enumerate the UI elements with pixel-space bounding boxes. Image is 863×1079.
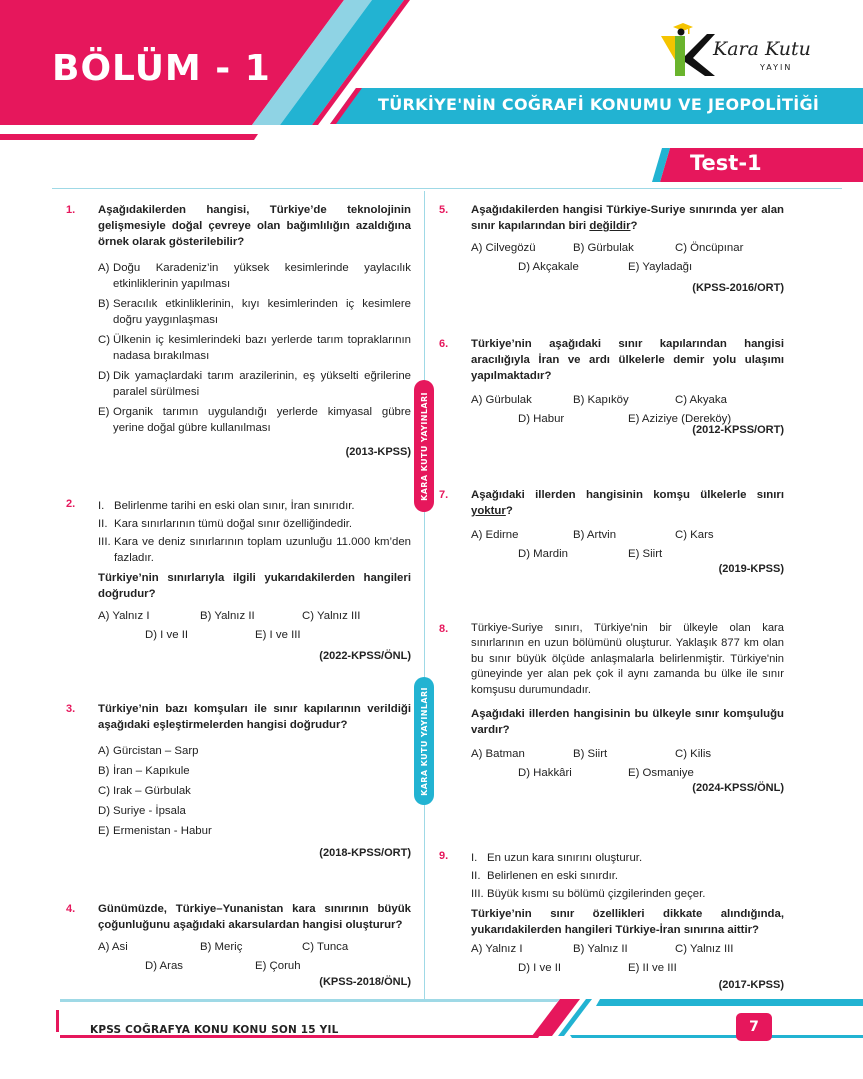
question-6 xyxy=(439,336,784,438)
question-source: (2012-KPSS/ORT) xyxy=(692,424,784,436)
answer-option-b[interactable]: B) Meriç xyxy=(200,941,243,953)
answer-option-e[interactable]: E) II ve III xyxy=(628,962,677,974)
question-source: (KPSS-2018/ÖNL) xyxy=(319,976,411,988)
answer-option-a[interactable]: A) Yalnız I xyxy=(471,943,523,955)
question-number: 6. xyxy=(439,338,449,350)
question-source: (2018-KPSS/ORT) xyxy=(319,847,411,859)
answer-option-a[interactable]: A) Gürcistan – Sarp xyxy=(98,745,199,757)
answer-option-b[interactable]: B) Siirt xyxy=(573,748,608,761)
question-2 xyxy=(66,496,411,664)
answer-options xyxy=(98,608,411,646)
answer-options xyxy=(471,240,784,278)
question-stem: Aşağıdakilerden hangisi, Türkiye’de teknolojinin gelişmesiyle doğal çevreye olan bağımlılığın azaldığına örnek olarak gösterilebilir? xyxy=(98,204,411,248)
question-7 xyxy=(439,487,784,577)
statement-2: II. Belirlenen en eski sınırdır. xyxy=(471,870,619,882)
answer-option-c[interactable]: C) Öncüpınar xyxy=(675,242,744,254)
answer-options xyxy=(471,392,784,430)
question-source: (2024-KPSS/ÖNL) xyxy=(692,782,784,795)
page-number: 7 xyxy=(736,1013,772,1041)
answer-options xyxy=(471,746,784,784)
question-4 xyxy=(66,901,411,990)
answer-option-e[interactable]: E) Organik tarımın uygulandığı yerlerde kimyasal gübre yerine doğal gübre kullanılması xyxy=(98,406,411,434)
question-passage: Türkiye-Suriye sınırı, Türkiye'nin bir ülkeyle olan kara sınırlarının en uzun bölümünü oluşturur. Yaklaşık 877 km olan bu sınır büyük ölçüde anlaşmalarla belirlenmiştir. Türkiye'nin güneyinde yer alan pek çok il aynı zamanda bu ülke ile sınır komşusu durumundadır. xyxy=(471,622,784,696)
answer-options xyxy=(471,527,784,565)
answer-option-d[interactable]: D) Aras xyxy=(145,960,183,972)
answer-option-d[interactable]: D) Dik yamaçlardaki tarım arazilerinin, eş yükselti eğrilerine paralel sürülmesi xyxy=(98,370,411,398)
statement-1: I. Belirlenme tarihi en eski olan sınır, İran sınırıdır. xyxy=(98,500,355,512)
column-divider xyxy=(424,191,425,1001)
question-stem: Türkiye’nin bazı komşuları ile sınır kapılarının verildiği aşağıdaki eşleştirmelerden hangisi doğrudur? xyxy=(98,703,411,731)
answer-option-a[interactable]: A) Asi xyxy=(98,941,128,953)
answer-options xyxy=(471,941,784,979)
side-badge-publisher: KARA KUTU YAYINLARI xyxy=(414,380,434,512)
answer-option-c[interactable]: C) Yalnız III xyxy=(675,943,734,955)
answer-option-c[interactable]: C) Ülkenin iç kesimlerindeki bazı yerlerde tarım topraklarının nadasa bırakılması xyxy=(98,334,411,362)
answer-option-a[interactable]: A) Edirne xyxy=(471,529,519,541)
answer-option-c[interactable]: C) Tunca xyxy=(302,941,349,953)
answer-option-a[interactable]: A) Cilvegözü xyxy=(471,242,536,254)
question-stem: Türkiye’nin sınır özellikleri dikkate alındığında, yukarıdakilerden hangileri Türkiye-İran sınırına aittir? xyxy=(471,908,784,936)
answer-option-d[interactable]: D) I ve II xyxy=(145,629,189,641)
answer-option-d[interactable]: D) I ve II xyxy=(518,962,562,974)
statement-3: III. Büyük kısmı su bölümü çizgilerinden geçer. xyxy=(471,888,706,900)
answer-option-d[interactable]: D) Suriye - İpsala xyxy=(98,805,186,817)
answer-option-b[interactable]: B) Seracılık etkinliklerinin, kıyı kesimlerinden iç kesimlere doğru yaygınlaşması xyxy=(98,298,411,326)
question-8 xyxy=(439,621,784,796)
answer-option-c[interactable]: C) Akyaka xyxy=(675,394,727,406)
answer-option-c[interactable]: C) Kars xyxy=(675,529,714,541)
answer-option-b[interactable]: B) Gürbulak xyxy=(573,242,634,254)
question-1 xyxy=(66,202,411,460)
question-stem: Aşağıdaki illerden hangisinin bu ülkeyle sınır komşuluğu vardır? xyxy=(471,708,784,737)
answer-option-e[interactable]: E) Çoruh xyxy=(255,960,301,972)
question-9 xyxy=(439,848,784,993)
answer-option-e[interactable]: E) I ve III xyxy=(255,629,301,641)
top-divider xyxy=(52,188,842,189)
answer-option-c[interactable]: C) Kilis xyxy=(675,748,712,761)
question-source: (2022-KPSS/ÖNL) xyxy=(319,650,411,662)
answer-option-d[interactable]: D) Akçakale xyxy=(518,261,579,273)
question-number: 3. xyxy=(66,703,76,715)
question-number: 5. xyxy=(439,204,449,216)
question-number: 1. xyxy=(66,204,76,216)
subject-title: TÜRKİYE'NİN COĞRAFİ KONUMU VE JEOPOLİTİĞİ xyxy=(378,95,820,114)
logo-subtitle: YAYIN xyxy=(760,63,793,72)
question-number: 8. xyxy=(439,623,449,635)
question-3 xyxy=(66,701,411,861)
answer-options xyxy=(98,939,411,977)
question-source: (2019-KPSS) xyxy=(718,563,784,575)
answer-option-e[interactable]: E) Yayladağı xyxy=(628,261,693,273)
answer-option-b[interactable]: B) İran – Kapıkule xyxy=(98,765,190,777)
question-number: 2. xyxy=(66,498,76,510)
question-number: 9. xyxy=(439,850,449,862)
test-label: Test-1 xyxy=(690,151,762,175)
question-stem: Türkiye’nin sınırlarıyla ilgili yukarıdakilerden hangileri doğrudur? xyxy=(98,572,411,600)
statement-1: I. En uzun kara sınırını oluşturur. xyxy=(471,852,643,864)
question-source: (2013-KPSS) xyxy=(345,446,411,458)
answer-option-b[interactable]: B) Artvin xyxy=(573,529,617,541)
answer-option-e[interactable]: E) Osmaniye xyxy=(628,767,694,780)
question-stem: Aşağıdaki illerden hangisinin komşu ülkelerle sınırı yoktur? xyxy=(471,489,784,517)
question-stem: Aşağıdakilerden hangisi Türkiye-Suriye sınırında yer alan sınır kapılarından biri değildir? xyxy=(471,204,784,232)
statement-3: III. Kara ve deniz sınırlarının toplam uzunluğu 11.000 km’den fazladır. xyxy=(98,536,411,564)
chapter-title: BÖLÜM - 1 xyxy=(52,48,271,89)
statement-2: II. Kara sınırlarının tümü doğal sınır özelliğindedir. xyxy=(98,518,353,530)
answer-option-d[interactable]: D) Mardin xyxy=(518,548,569,560)
answer-option-d[interactable]: D) Habur xyxy=(518,413,565,425)
question-number: 7. xyxy=(439,489,449,501)
side-badge-publisher: KARA KUTU YAYINLARI xyxy=(414,677,434,805)
answer-option-e[interactable]: E) Siirt xyxy=(628,548,663,560)
answer-option-c[interactable]: C) Yalnız III xyxy=(302,610,361,622)
answer-option-a[interactable]: A) Yalnız I xyxy=(98,610,150,622)
answer-option-b[interactable]: B) Kapıköy xyxy=(573,394,629,406)
answer-option-c[interactable]: C) Irak – Gürbulak xyxy=(98,785,191,797)
answer-option-d[interactable]: D) Hakkâri xyxy=(518,767,572,780)
answer-option-a[interactable]: A) Doğu Karadeniz’in yüksek kesimlerinde yaylacılık etkinliklerinin yapılması xyxy=(98,262,411,290)
answer-option-b[interactable]: B) Yalnız II xyxy=(200,610,255,622)
question-number: 4. xyxy=(66,903,76,915)
answer-option-e[interactable]: E) Aziziye (Dereköy) xyxy=(628,413,732,425)
question-source: (2017-KPSS) xyxy=(718,979,784,991)
footer-book-title: KPSS COĞRAFYA KONU KONU SON 15 YIL xyxy=(90,1024,339,1036)
logo-name: Kara Kutu xyxy=(713,38,811,60)
answer-option-e[interactable]: E) Ermenistan - Habur xyxy=(98,825,212,837)
question-stem: Türkiye’nin aşağıdaki sınır kapılarından hangisi aracılığıyla İran ve ardı ülkelerle demir yolu ulaşımı yapılmaktadır? xyxy=(471,338,784,382)
question-5 xyxy=(439,202,784,296)
answer-option-a[interactable]: A) Gürbulak xyxy=(471,394,532,406)
question-source: (KPSS-2016/ORT) xyxy=(692,282,784,294)
negation-emphasis: yoktur xyxy=(471,505,506,517)
negation-emphasis: değildir xyxy=(589,220,631,232)
question-stem: Günümüzde, Türkiye–Yunanistan kara sınırının büyük çoğunluğunu aşağıdaki akarsulardan hangisi oluşturur? xyxy=(98,903,411,931)
answer-option-a[interactable]: A) Batman xyxy=(471,748,525,761)
answer-option-b[interactable]: B) Yalnız II xyxy=(573,943,628,955)
